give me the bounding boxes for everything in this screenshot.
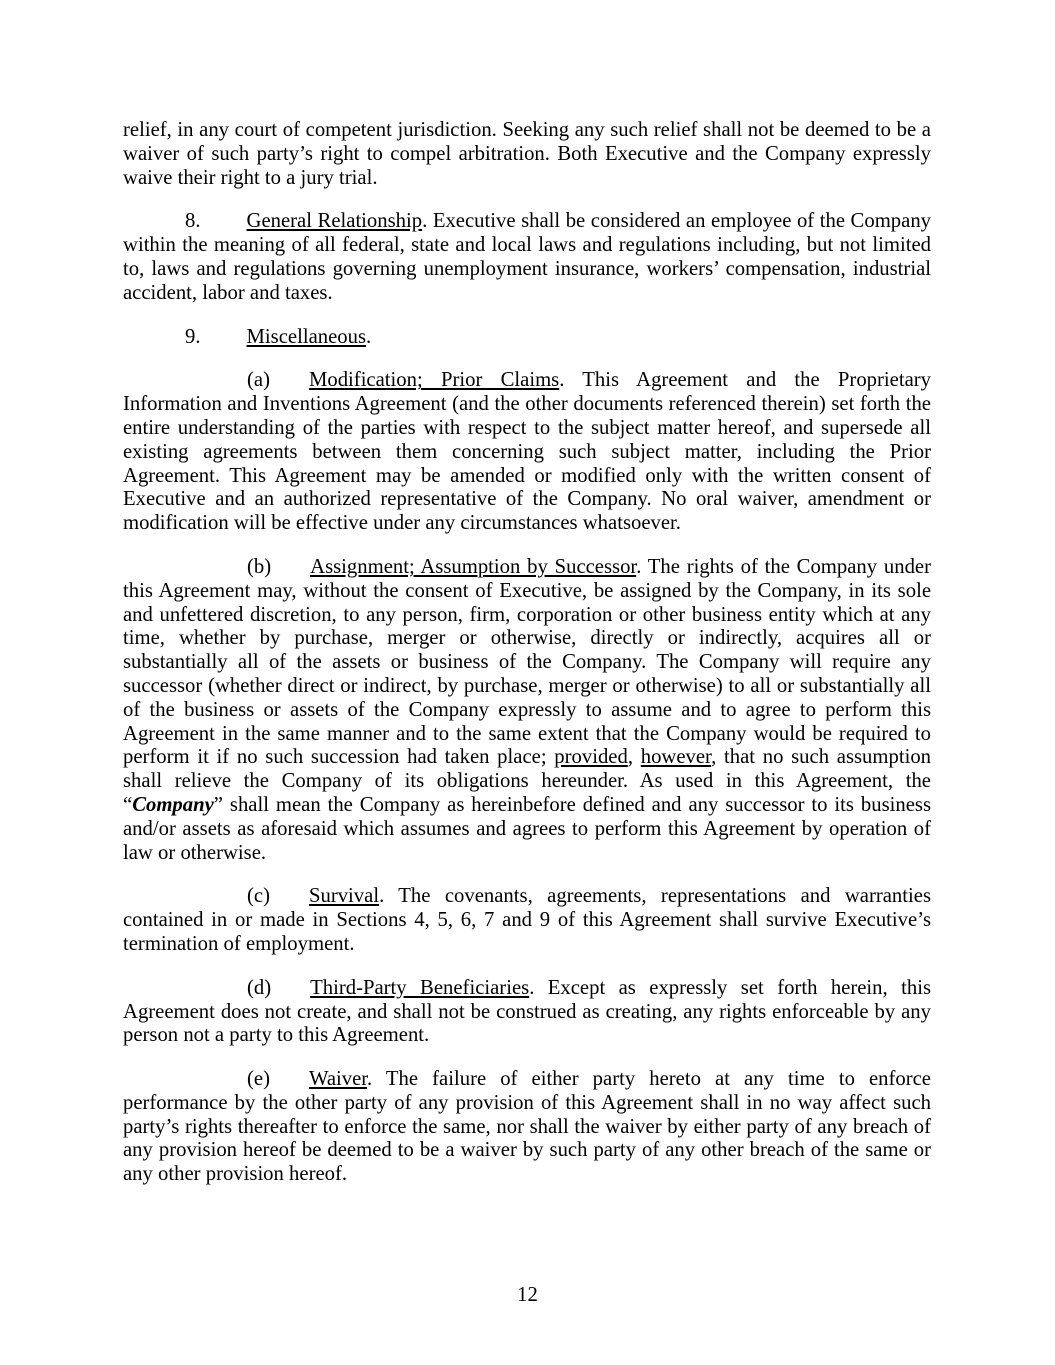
heading-underlined: however (640, 746, 712, 769)
paragraph-continuation-arbitration (123, 119, 931, 190)
heading-underlined: Third-Party Beneficiaries (310, 976, 530, 999)
text-run: , that no such assumption shall relieve the Company of its obligations hereunder. As used in this Agreement, the “ (123, 746, 932, 816)
section-9-miscellaneous (123, 326, 931, 350)
defined-term: Company (132, 793, 214, 816)
heading-underlined: Survival (308, 885, 380, 908)
heading-underlined: Assignment; Assumption by Successor (310, 555, 637, 578)
text-run: . The rights of the Company under this Agreement may, without the consent of Executive, be assigned by the Company, in its sole and unfettered discretion, to any person, firm, corporation or other business entity which at any time, whether by purchase, merger or otherwise, directly or indirectly, acquires all or substantially all of the assets or business of the Company. The Company will require any successor (whether direct or indirect, by purchase, merger or otherwise) to all or substantially all of the business or assets of the Company expressly to assume and to agree to perform this Agreement in the same manner and to the same extent that the Company would be required to perform it if no such succession had taken place; (123, 555, 931, 769)
text-run: (e) (247, 1068, 270, 1091)
text-run: (c) (247, 885, 270, 908)
text-run: . The covenants, agreements, representations and warranties contained in or made in Sections 4, 5, 6, 7 and 9 of this Agreement shall survive Executive’s termination of employment. (123, 885, 931, 955)
text-run: . (366, 325, 372, 348)
section-9e-waiver (123, 1068, 931, 1187)
text-run: . The failure of either party hereto at any time to enforce performance by the other party of any provision of this Agreement shall in no way affect such party’s rights thereafter to enforce the same, nor shall the waiver by either party of any breach of any provision hereof be deemed to be a waiver by such party of any other breach of the same or any other provision hereof. (123, 1068, 931, 1186)
heading-underlined: Miscellaneous (246, 325, 367, 348)
text-run: . Executive shall be considered an employee of the Company within the meaning of all federal, state and local laws and regulations including, but not limited to, laws and regulations governing unemployment insurance, workers’ compensation, industrial accident, labor and taxes. (123, 210, 932, 304)
heading-underlined: General Relationship (246, 210, 423, 233)
document-body (123, 119, 931, 1207)
section-9d-third-party-beneficiaries (123, 977, 931, 1048)
heading-underlined: provided (554, 746, 628, 769)
section-8-general-relationship (123, 210, 931, 305)
heading-underlined: Waiver (308, 1068, 368, 1091)
section-9c-survival (123, 885, 931, 956)
text-run: relief, in any court of competent jurisdiction. Seeking any such relief shall not be deemed to be a waiver of such party’s right to compel arbitration. Both Executive and the Company expressly waive their right to a jury trial. (123, 119, 931, 189)
text-run: . This Agreement and the Proprietary Information and Inventions Agreement (and the other documents referenced therein) set forth the entire understanding of the parties with respect to the subject matter hereof, and supersede all existing agreements between them concerning such subject matter, including the Prior Agreement. This Agreement may be amended or modified only with the written consent of Executive and an authorized representative of the Company. No oral waiver, amendment or modification will be effective under any circumstances whatsoever. (123, 369, 931, 535)
page-number: 12 (517, 1284, 538, 1306)
text-run: 8. (185, 210, 201, 233)
heading-underlined: Modification; Prior Claims (308, 369, 560, 392)
section-9a-modification-prior-claims (123, 369, 931, 536)
text-run: (a) (247, 369, 270, 392)
text-run: , (627, 746, 641, 769)
text-run: 9. (185, 325, 201, 348)
section-9b-assignment-assumption-by-successor (123, 556, 931, 865)
text-run: ” shall mean the Company as hereinbefore defined and any successor to its business and/or assets as aforesaid which assumes and agrees to perform this Agreement by operation of law or otherwise. (123, 793, 931, 864)
text-run: (b) (247, 555, 272, 578)
text-run: (d) (247, 976, 272, 999)
text-run: . Except as expressly set forth herein, this Agreement does not create, and shall not be construed as creating, any rights enforceable by any person not a party to this Agreement. (123, 976, 931, 1047)
